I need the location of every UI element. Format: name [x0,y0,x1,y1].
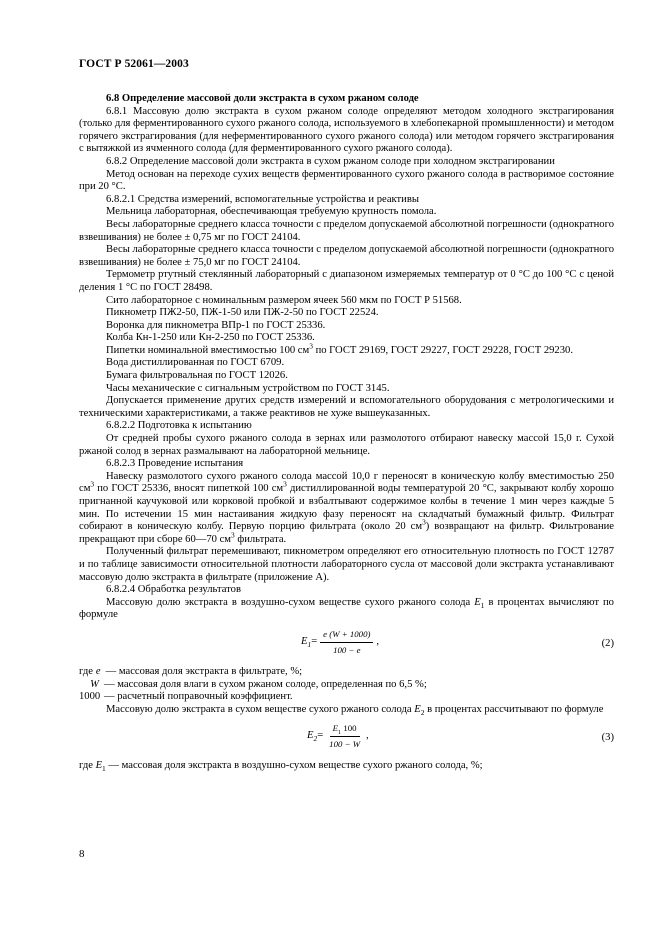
text-span: ) возвращают на фильтр. Фильтрование прекращают при сборе 60—70 см [79,521,614,545]
numerator [330,722,360,737]
paragraph-clock: Часы механические с сигнальным устройством по ГОСТ 3145. [106,382,390,394]
superscript: 3 [231,530,235,540]
definition-e1 [79,760,614,773]
paragraph-flask: Колба Кн-1-250 или Кн-2-250 по ГОСТ 25336. [106,332,315,344]
definition-text: — массовая доля экстракта в воздушно-сухом веществе сухого ржаного солода, %; [105,760,483,772]
text-span: Массовую долю экстракта в сухом веществе сухого ржаного солода [106,703,415,715]
where-label: где [79,760,96,772]
subscript: 1 [307,639,312,649]
paragraph-6-8-2: 6.8.2 Определение массовой доли экстракта в сухом ржаном солоде при холодном экстрагировании [106,155,555,167]
numerator: e (W + 1000) [320,628,373,643]
paragraph-6-8-2-3: 6.8.2.3 Проведение испытания [106,458,244,470]
definition-row [79,679,614,692]
subscript: 1 [102,764,106,774]
definition-text: — расчетный поправочный коэффициент. [104,691,293,703]
paragraph-pycnometer: Пикнометр ПЖ2-50, ПЖ-1-50 или ПЖ-2-50 по ГОСТ 22524. [106,307,379,319]
paragraph-alternatives: Допускается применение других средств измерений и вспомогательного оборудования с метрологическими и техническими характеристиками, а также реактивов не хуже вышеуказанных. [79,395,614,419]
equation-number: (3) [601,732,614,744]
definition-text: — массовая доля экстракта в фильтрате, %; [105,665,303,677]
equation-number: (2) [601,637,614,649]
document-body [79,93,614,773]
denominator: 100 − W [329,738,361,749]
text-span: Массовую долю экстракта в воздушно-сухом веществе сухого ржаного солода [106,596,475,608]
paragraph-method: Метод основан на переходе сухих веществ ферментированного сухого ржаного солода в растворимое состояние при 20 °С. [79,168,614,193]
text-span: фильтрата. [234,533,287,545]
symbol-e: E [474,596,481,608]
superscript: 3 [90,479,95,489]
superscript: 3 [309,341,313,351]
paragraph-6-8-1: 6.8.1 Массовую долю экстракта в сухом ржаном солоде определяют методом холодного экстрагирования (только для ферментированного сухого ржаного солода, используемого в хлебопекарной промышленности) и методом горячего экстрагирования (для неферментированного сухого ржаного солода) или методом горячего экстрагирования с вытяжкой из ячменного солода (для ферментированного сухого ржаного солода). [79,105,614,155]
definition-symbol: W [90,678,99,690]
superscript: 3 [283,479,287,489]
text-span: Пипетки номинальной вместимостью 100 см [106,344,310,356]
paragraph-scales-2: Весы лабораторные среднего класса точности с пределом допускаемой абсолютной погрешности (однократного взвешивания) не более ± 75,0 мг по ГОСТ 24104. [79,244,614,268]
subscript: 1 [480,600,485,610]
formula-expression [307,722,369,750]
subscript: 2 [420,707,425,717]
paragraph-pipettes [79,341,614,358]
number-100: 100 [341,723,357,734]
subscript: 1 [338,730,342,737]
fraction [326,722,363,750]
formula-comma: , [376,635,380,647]
symbol-e: E [95,760,103,772]
where-label: где [79,665,93,677]
symbol-e: E [307,730,314,742]
paragraph-6-8-2-1: 6.8.2.1 Средства измерений, вспомогательные устройства и реактивы [106,193,419,205]
text-span: по ГОСТ 25336, вносят пипеткой 100 см [94,483,284,495]
symbol-e: E [414,703,421,715]
symbol-e: E [332,723,339,734]
definition-text: — массовая доля влаги в сухом ржаном солоде, определенная по 6,5 %; [104,678,427,690]
paragraph-funnel: Воронка для пикнометра ВПр-1 по ГОСТ 25336. [106,319,326,331]
superscript: 3 [422,517,426,527]
text-span: по ГОСТ 29169, ГОСТ 29227, ГОСТ 29228, ГОСТ 29230. [312,344,573,356]
text-span: дистиллированной воды температурой 20 °С, закрывают колбу хорошо пригнанной каучуковой или корковой пробкой и взбалтывают содержимое колбы в течение 1 мин через каждые 5 мин. По истечении 15 мин настаивания жидкую фазу переносят на складчатый бумажный фильтр. Фильтрат собирают в коническую колбу. Первую порцию фильтрата (около 20 см [79,483,614,533]
paragraph-scales-1: Весы лабораторные среднего класса точности с пределом допускаемой абсолютной погрешности (однократного взвешивания) не более ± 0,75 мг по ГОСТ 24104. [79,218,614,243]
paragraph-sample: От средней пробы сухого ржаного солода в зернах или размолотого отбирают навеску массой 15,0 г. Сухой ржаной солод в зернах размалывают на лабораторной мельнице. [79,433,614,457]
formula-lhs [301,636,311,649]
text-span: в процентах рассчитывают по формуле [424,703,604,715]
page-number: 8 [79,848,85,860]
formula-expression [301,628,379,656]
denominator: 100 − e [333,644,361,655]
paragraph-filtrate: Полученный фильтрат перемешивают, пикнометром определяют его относительную плотность по ГОСТ 12787 и по таблице зависимости относительной плотности лабораторного сусла от массовой доли экстракта устанавливают массовую долю экстракта в фильтрате (приложение А). [79,546,614,583]
document-header: ГОСТ Р 52061—2003 [79,58,189,70]
definitions-list [79,666,614,704]
subscript: 2 [313,734,318,744]
paragraph-water: Вода дистиллированная по ГОСТ 6709. [106,357,285,369]
paragraph-thermometer: Термометр ртутный стеклянный лабораторный с диапазоном измеряемых температур от 0 °С до 100 °С с ценой деления 1 °С по ГОСТ 28498. [79,269,614,293]
definition-row [79,666,614,679]
paragraph-paper: Бумага фильтровальная по ГОСТ 12026. [106,370,288,382]
equals-sign: = [317,730,324,742]
text-span: Навеску размолотого сухого ржаного солода массой 10,0 г переносят в коническую колбу вместимостью 250 см [79,470,614,495]
definition-symbol: 1000 [79,691,101,703]
paragraph-e2-intro [79,704,614,717]
section-title: 6.8 Определение массовой доли экстракта в сухом ржаном солоде [106,93,419,104]
formula-lhs [307,730,317,743]
definition-symbol: e [95,665,101,677]
formula-3 [79,718,614,758]
text-span: в процентах вычисляют по формуле [79,596,614,621]
paragraph-6-8-2-4: 6.8.2.4 Обработка результатов [106,584,241,596]
definition-row [79,691,614,704]
paragraph-e1-intro [79,597,614,622]
formula-2 [79,624,614,664]
symbol-e: E [301,635,308,647]
paragraph-6-8-2-2: 6.8.2.2 Подготовка к испытанию [106,420,252,432]
paragraph-sieve: Сито лабораторное с номинальным размером ячеек 560 мкм по ГОСТ Р 51568. [106,294,462,306]
fraction [320,628,373,656]
paragraph-procedure [79,471,614,547]
formula-comma: , [366,730,369,742]
paragraph-mill: Мельница лабораторная, обеспечивающая требуемую крупность помола. [106,206,437,218]
equals-sign: = [311,635,318,647]
